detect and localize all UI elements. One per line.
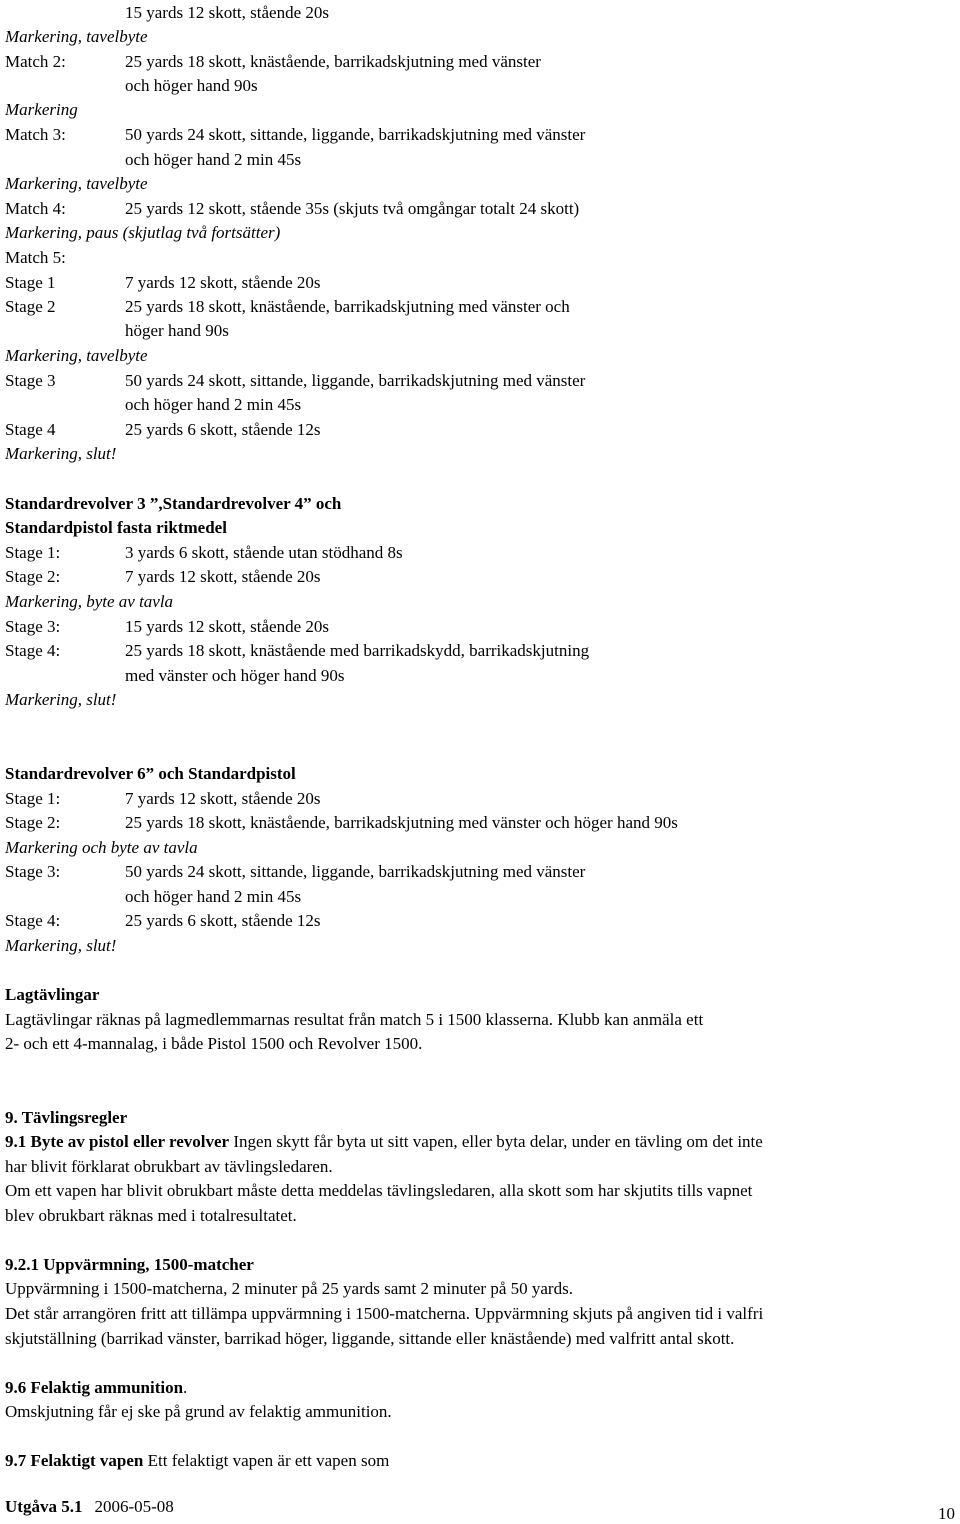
text-line xyxy=(5,125,585,145)
section-heading: 9. Tävlingsregler xyxy=(5,1108,128,1127)
line-text: Ett felaktigt vapen är ett vapen som xyxy=(143,1451,390,1470)
text-line: och höger hand 2 min 45s xyxy=(125,395,302,414)
line-label: Match 3: xyxy=(5,125,66,144)
text-line xyxy=(5,420,320,440)
text-line: Markering, byte av tavla xyxy=(5,592,174,611)
text-line: Match 5: xyxy=(5,248,66,267)
text-line: Markering, slut! xyxy=(5,690,117,709)
text-line: och höger hand 2 min 45s xyxy=(125,887,302,906)
line-label: Stage 4 xyxy=(5,420,56,439)
text-line xyxy=(5,371,585,391)
section-heading: Standardpistol fasta riktmedel xyxy=(5,518,227,537)
text-line: Markering, tavelbyte xyxy=(5,27,148,46)
line-text: 50 yards 24 skott, sittande, liggande, barrikadskjutning med vänster xyxy=(125,125,586,144)
paragraph-line: har blivit förklarat obrukbart av tävlingsledaren. xyxy=(5,1157,333,1176)
line-label: Stage 2 xyxy=(5,297,56,316)
paragraph-line xyxy=(5,1132,763,1152)
text-line: Markering, slut! xyxy=(5,936,117,955)
text-line xyxy=(5,617,329,637)
text-line xyxy=(5,52,541,72)
subsection-heading: 9.6 Felaktig ammunition xyxy=(5,1378,184,1397)
line-text: 25 yards 12 skott, stående 35s (skjuts två omgångar totalt 24 skott) xyxy=(125,199,580,218)
line-label: Stage 1 xyxy=(5,273,56,292)
line-text: 25 yards 6 skott, stående 12s xyxy=(125,420,321,439)
paragraph-line: Om ett vapen har blivit obrukbart måste detta meddelas tävlingsledaren, alla skott som har skjutits tills vapnet xyxy=(5,1181,753,1200)
line-text: Ingen skytt får byta ut sitt vapen, eller byta delar, under en tävling om det inte xyxy=(229,1132,763,1151)
paragraph-line: Uppvärmning i 1500-matcherna, 2 minuter på 25 yards samt 2 minuter på 50 yards. xyxy=(5,1279,573,1298)
text-line xyxy=(5,543,403,563)
text-line xyxy=(5,813,678,833)
line-text: 25 yards 18 skott, knästående med barrikadskydd, barrikadskjutning xyxy=(125,641,590,660)
paragraph-line: 2- och ett 4-mannalag, i både Pistol 1500 och Revolver 1500. xyxy=(5,1034,423,1053)
text-line: och höger hand 2 min 45s xyxy=(125,150,302,169)
line-label: Match 2: xyxy=(5,52,66,71)
line-label: Stage 2: xyxy=(5,813,61,832)
section-heading: Standardrevolver 3 ”,Standardrevolver 4” och xyxy=(5,494,342,513)
paragraph-line: Det står arrangören fritt att tillämpa uppvärmning i 1500-matcherna. Uppvärmning skjuts på angiven tid i valfri xyxy=(5,1304,764,1323)
line-text: 15 yards 12 skott, stående 20s xyxy=(125,617,329,636)
line-text: 7 yards 12 skott, stående 20s xyxy=(125,567,321,586)
heading-period: . xyxy=(183,1378,188,1397)
line-label: Stage 3 xyxy=(5,371,56,390)
subsection-heading-line xyxy=(5,1378,187,1398)
page-number: 10 xyxy=(938,1504,955,1523)
text-line: höger hand 90s xyxy=(125,321,229,340)
text-line xyxy=(5,641,589,661)
line-label: Stage 4: xyxy=(5,911,61,930)
line-text: 25 yards 18 skott, knästående, barrikadskjutning med vänster och xyxy=(125,297,570,316)
subsection-heading: 9.1 Byte av pistol eller revolver xyxy=(5,1132,230,1151)
text-line xyxy=(5,273,320,293)
line-text: 7 yards 12 skott, stående 20s xyxy=(125,273,321,292)
paragraph-line: blev obrukbart räknas med i totalresultatet. xyxy=(5,1206,297,1225)
line-text: 25 yards 18 skott, knästående, barrikadskjutning med vänster xyxy=(125,52,541,71)
text-line xyxy=(5,862,585,882)
line-text: 3 yards 6 skott, stående utan stödhand 8s xyxy=(125,543,403,562)
edition-date: 2006-05-08 xyxy=(94,1497,174,1516)
text-line: och höger hand 90s xyxy=(125,76,258,95)
text-line xyxy=(5,199,579,219)
text-line: med vänster och höger hand 90s xyxy=(125,666,345,685)
text-line: Markering, tavelbyte xyxy=(5,174,148,193)
line-text: 25 yards 6 skott, stående 12s xyxy=(125,911,321,930)
line-label: Stage 2: xyxy=(5,567,61,586)
line-label: Stage 3: xyxy=(5,617,61,636)
page-footer xyxy=(5,1497,174,1517)
section-heading: Standardrevolver 6” och Standardpistol xyxy=(5,764,296,783)
paragraph-line: skjutställning (barrikad vänster, barrikad höger, liggande, sittande eller knästående) med valfritt antal skott. xyxy=(5,1329,735,1348)
line-text: 7 yards 12 skott, stående 20s xyxy=(125,789,321,808)
text-line: Markering xyxy=(5,100,78,119)
text-line: 15 yards 12 skott, stående 20s xyxy=(125,3,329,22)
line-label: Stage 1: xyxy=(5,789,61,808)
text-line: Markering, tavelbyte xyxy=(5,346,148,365)
line-label: Stage 3: xyxy=(5,862,61,881)
text-line: Markering, paus (skjutlag två fortsätter) xyxy=(5,223,281,242)
line-text: 25 yards 18 skott, knästående, barrikadskjutning med vänster och höger hand 90s xyxy=(125,813,678,832)
line-label: Stage 4: xyxy=(5,641,61,660)
text-line xyxy=(5,911,320,931)
line-text: 50 yards 24 skott, sittande, liggande, barrikadskjutning med vänster xyxy=(125,862,586,881)
line-label: Match 4: xyxy=(5,199,66,218)
paragraph-line: Lagtävlingar räknas på lagmedlemmarnas resultat från match 5 i 1500 klasserna. Klubb kan anmäla ett xyxy=(5,1010,704,1029)
subsection-heading: 9.2.1 Uppvärmning, 1500-matcher xyxy=(5,1255,254,1274)
text-line xyxy=(5,789,320,809)
edition-label: Utgåva 5.1 xyxy=(5,1497,83,1516)
subsection-heading: 9.7 Felaktigt vapen xyxy=(5,1451,144,1470)
line-text: 50 yards 24 skott, sittande, liggande, barrikadskjutning med vänster xyxy=(125,371,586,390)
text-line: Markering, slut! xyxy=(5,444,117,463)
paragraph-line: Omskjutning får ej ske på grund av felaktig ammunition. xyxy=(5,1402,392,1421)
line-label: Stage 1: xyxy=(5,543,61,562)
text-line xyxy=(5,567,320,587)
section-heading: Lagtävlingar xyxy=(5,985,100,1004)
text-line: Markering och byte av tavla xyxy=(5,838,198,857)
paragraph-line xyxy=(5,1451,389,1471)
text-line xyxy=(5,297,570,317)
